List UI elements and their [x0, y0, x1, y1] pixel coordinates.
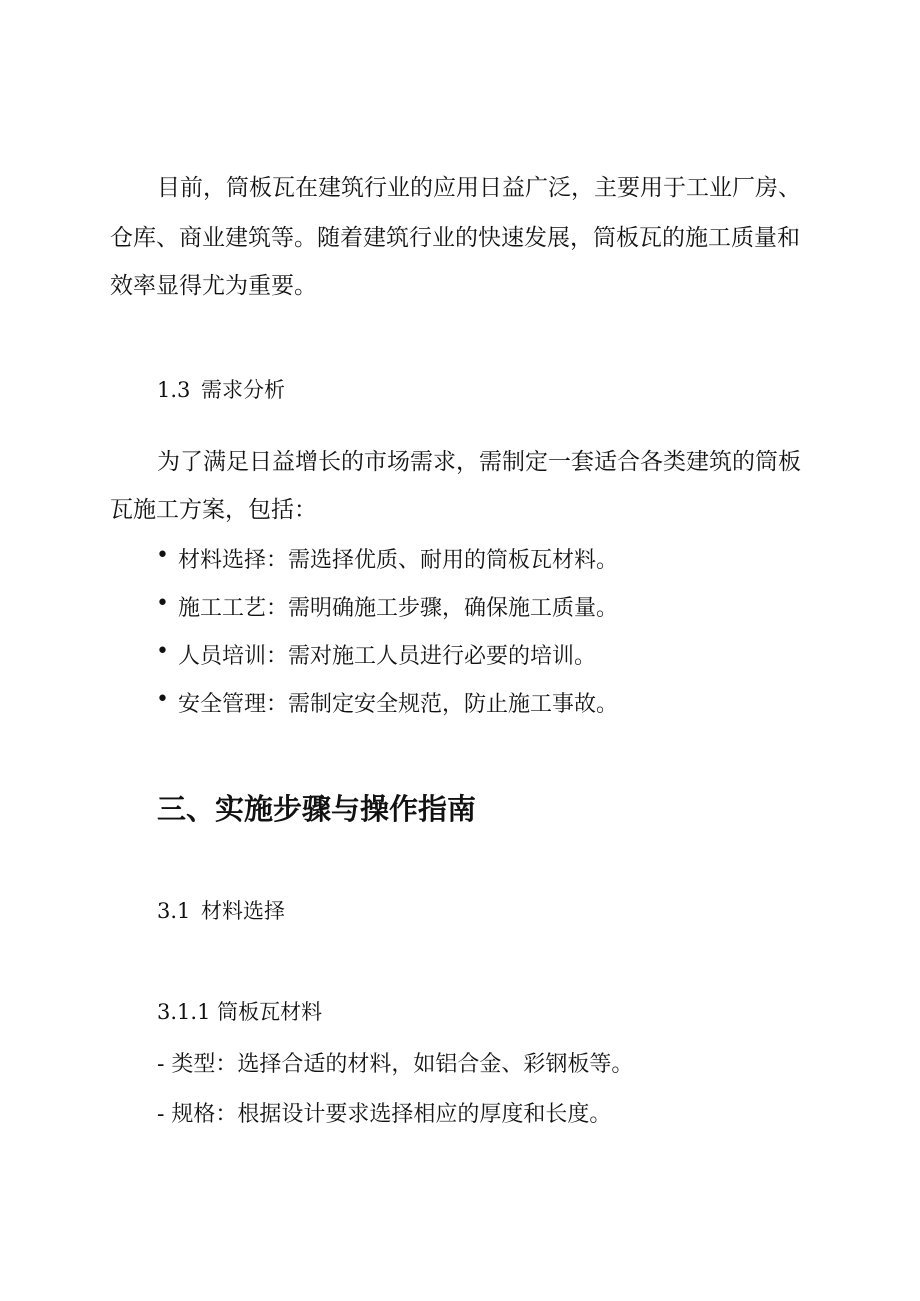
list-item: - 规格：根据设计要求选择相应的厚度和长度。: [157, 1102, 612, 1127]
intro-paragraph-line: 仓库、商业建筑等。随着建筑行业的快速发展，筒板瓦的施工质量和: [110, 225, 800, 251]
section-heading-3-1: [157, 897, 285, 925]
intro-paragraph-line: 目前，筒板瓦在建筑行业的应用日益广泛，主要用于工业厂房、: [157, 175, 801, 201]
list-item-text: 安全管理：需制定安全规范，防止施工事故。: [178, 692, 619, 717]
list-item-text: 施工工艺：需明确施工步骤，确保施工质量。: [178, 596, 619, 621]
section-title: 材料选择: [201, 899, 285, 923]
section-number: 1.3: [157, 378, 191, 402]
bullet-icon: •: [156, 639, 169, 664]
bullet-icon: •: [156, 543, 169, 568]
bullet-icon: •: [156, 591, 169, 616]
list-item-text: 人员培训：需对施工人员进行必要的培训。: [178, 644, 597, 669]
section-title: 需求分析: [201, 378, 285, 402]
paragraph-line: 瓦施工方案，包括：: [110, 497, 317, 523]
section-heading-1-3: [157, 376, 285, 404]
paragraph-line: 为了满足日益增长的市场需求，需制定一套适合各类建筑的筒板: [157, 449, 801, 475]
list-item-text: 材料选择：需选择优质、耐用的筒板瓦材料。: [178, 548, 619, 573]
list-item: - 类型：选择合适的材料，如铝合金、彩钢板等。: [157, 1052, 634, 1077]
section-number: 3.1: [157, 899, 191, 923]
subsection-heading-3-1-1: 3.1.1 筒板瓦材料: [157, 1000, 323, 1024]
bullet-icon: •: [156, 687, 169, 712]
chapter-heading: 三、实施步骤与操作指南: [157, 792, 477, 826]
intro-paragraph-line: 效率显得尤为重要。: [110, 273, 317, 299]
